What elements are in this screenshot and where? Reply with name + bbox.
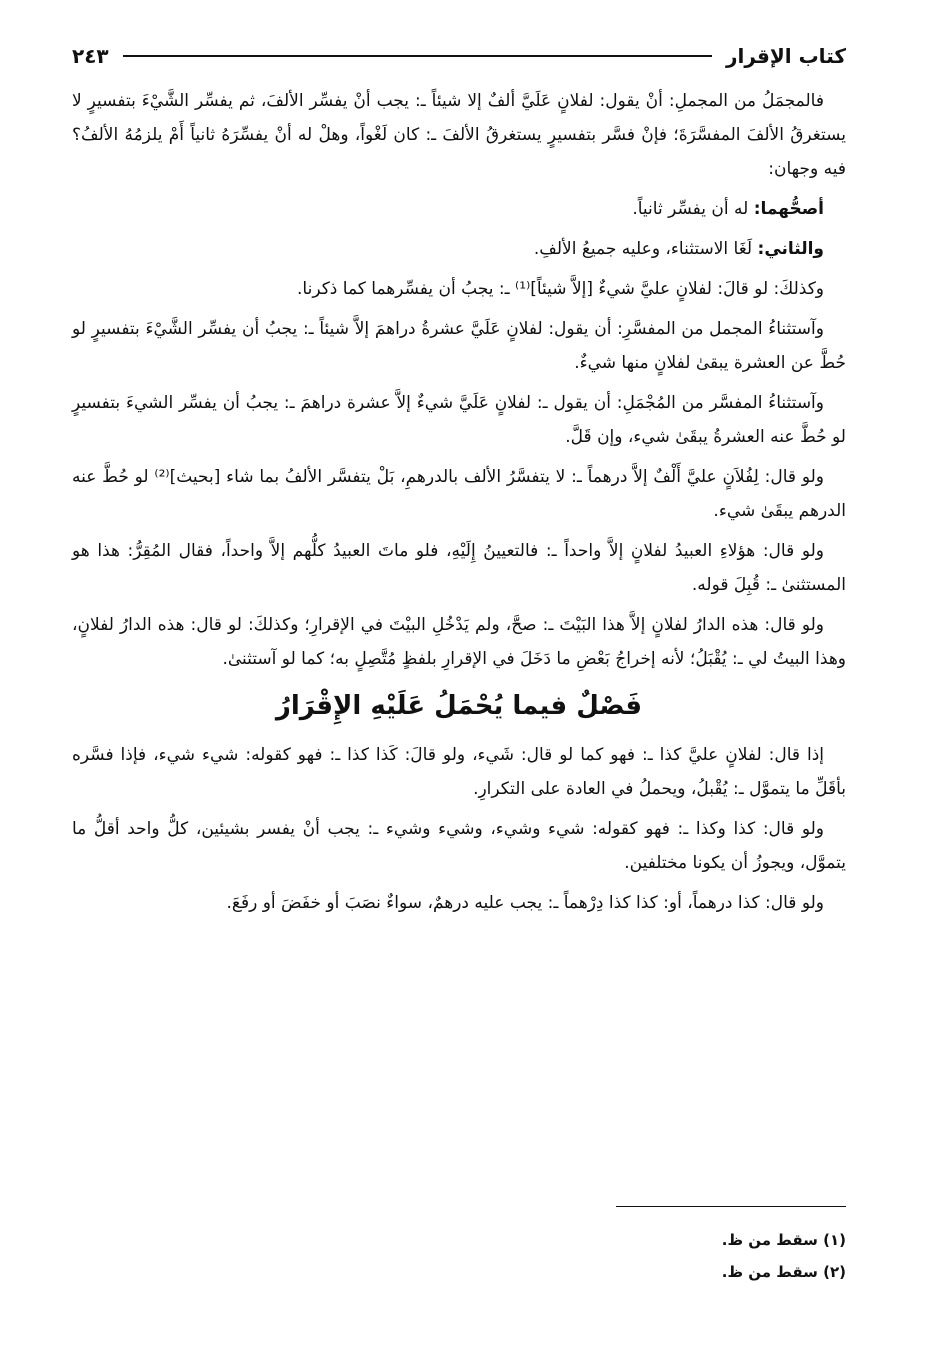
header-rule [123,55,712,57]
opinion-second-label: والثاني: [757,239,824,259]
opinion-second [72,232,846,266]
paragraph: ولو قال: لِفُلاَنٍ عليَّ أَلْفٌ إلاَّ درهماً ـ: لا يتفسَّرُ الألف بالدرهمِ، بَلْ يتفسَّر الألفُ بما شاء [بحيث]⁽²⁾ لو حُطَّ عنه الدرهم يبقَىٰ شيء. [72,467,846,521]
footnote-1: (١) سقط من ظ. [721,1231,846,1249]
running-title: كتاب الإقرار [725,44,846,68]
paragraph: فالمجمَلُ من المجملِ: أنْ يقول: لفلانٍ عَلَيَّ ألفٌ إلا شيئاً ـ: يجب أنْ يفسِّر الألفَ، ثم يفسِّر الشَّيْءَ بتفسيرٍ لا يستغرقُ الألفَ المفسَّرَةَ؛ فإنْ فسَّر بتفسيرٍ يستغرقُ الألفَ ـ: كان لَغْواً، وهلْ له أنْ يفسِّرَهُ ثانياً أَمْ يلزمُهُ الألفُ؟ فيه وجهان: [72,91,846,179]
paragraph: إذا قال: لفلانٍ عليَّ كذا ـ: فهو كما لو قال: شَيء، ولو قالَ: كَذا كذا ـ: فهو كقوله: شيء شيء، فإذا فسَّره بأقَلِّ ما يتموَّل ـ: يُقْبلُ، ويحملُ في العادة على التكرارِ. [72,745,846,799]
paragraph: وآستثناءُ المجمل من المفسَّرِ: أن يقول: لفلانٍ عَلَيَّ عشرةُ دراهمَ إلاَّ شيئاً ـ: يجبُ أن يفسِّر الشَّيْءَ بتفسيرٍ لو حُطَّ عن العشرة يبقىٰ لفلانٍ منها شيءٌ. [72,319,846,373]
paragraph: ولو قال: هؤلاءِ العبيدُ لفلانٍ إلاَّ واحداً ـ: فالتعيينُ إِلَيْهِ، فلو ماتَ العبيدُ كلُّهم إلاَّ واحداً، فقال المُقِرُّ: هذا هو المستثنىٰ ـ: قُبِلَ قوله. [72,541,846,595]
opinion-first [72,192,846,226]
main-text [72,84,846,920]
opinion-first-text: له أن يفسِّر ثانياً. [632,199,754,219]
section-heading: فَصْلٌ فيما يُحْمَلُ عَلَيْهِ الإِقْرَارُ [275,691,643,721]
paragraph: ولو قال: هذه الدارُ لفلانٍ إلاَّ هذا البَيْتَ ـ: صحَّ، ولم يَدْخُلِ البيْتَ في الإقرارِ؛ وكذلكَ: لو قال: هذه الدارُ لفلانٍ، وهذا البيتُ لي ـ: يُقْبَلُ؛ لأنه إخراجُ بَعْضِ ما دَخَلَ في الإقرارِ بلفظٍ مُتَّصِلٍ به؛ كما لو آستثنىٰ. [72,615,846,669]
paragraph: وكذلكَ: لو قالَ: لفلانٍ عليَّ شيءٌ [إلاَّ شيئاً]⁽¹⁾ ـ: يجبُ أن يفسِّرهما كما ذكرنا. [297,279,824,299]
opinion-second-text: لَغَا الاستثناء، وعليه جميعُ الألفِ. [533,239,758,259]
running-header [72,38,846,74]
page-number: ٢٤٣ [72,44,109,68]
footnotes [72,1224,846,1288]
paragraph: وآستثناءُ المفسَّر من المُجْمَلِ: أن يقول ـ: لفلانٍ عَلَيَّ شيءٌ إلاَّ عشرة دراهمَ ـ: يجبُ أن يفسِّر الشيءَ بتفسيرٍ لو حُطَّ عنه العشرةُ يبقَىٰ شيء، وإن قَلَّ. [72,393,846,447]
paragraph: ولو قال: كذا درهماً، أو: كذا كذا دِرْهماً ـ: يجب عليه درهمٌ، سواءٌ نصَبَ أو خفَضَ أو رفَعَ. [226,893,824,913]
opinion-first-label: أصحُّهما: [753,199,824,219]
paragraph: ولو قال: كذا وكذا ـ: فهو كقوله: شيء وشيء، وشيء وشيء ـ: يجب أنْ يفسر بشيئين، كلُّ واحد أقلُّ ما يتموَّل، ويجوزُ أن يكونا مختلفين. [72,819,846,873]
page [72,38,846,1322]
footnote-2: (٢) سقط من ظ. [721,1263,846,1281]
footnote-rule [616,1206,846,1207]
